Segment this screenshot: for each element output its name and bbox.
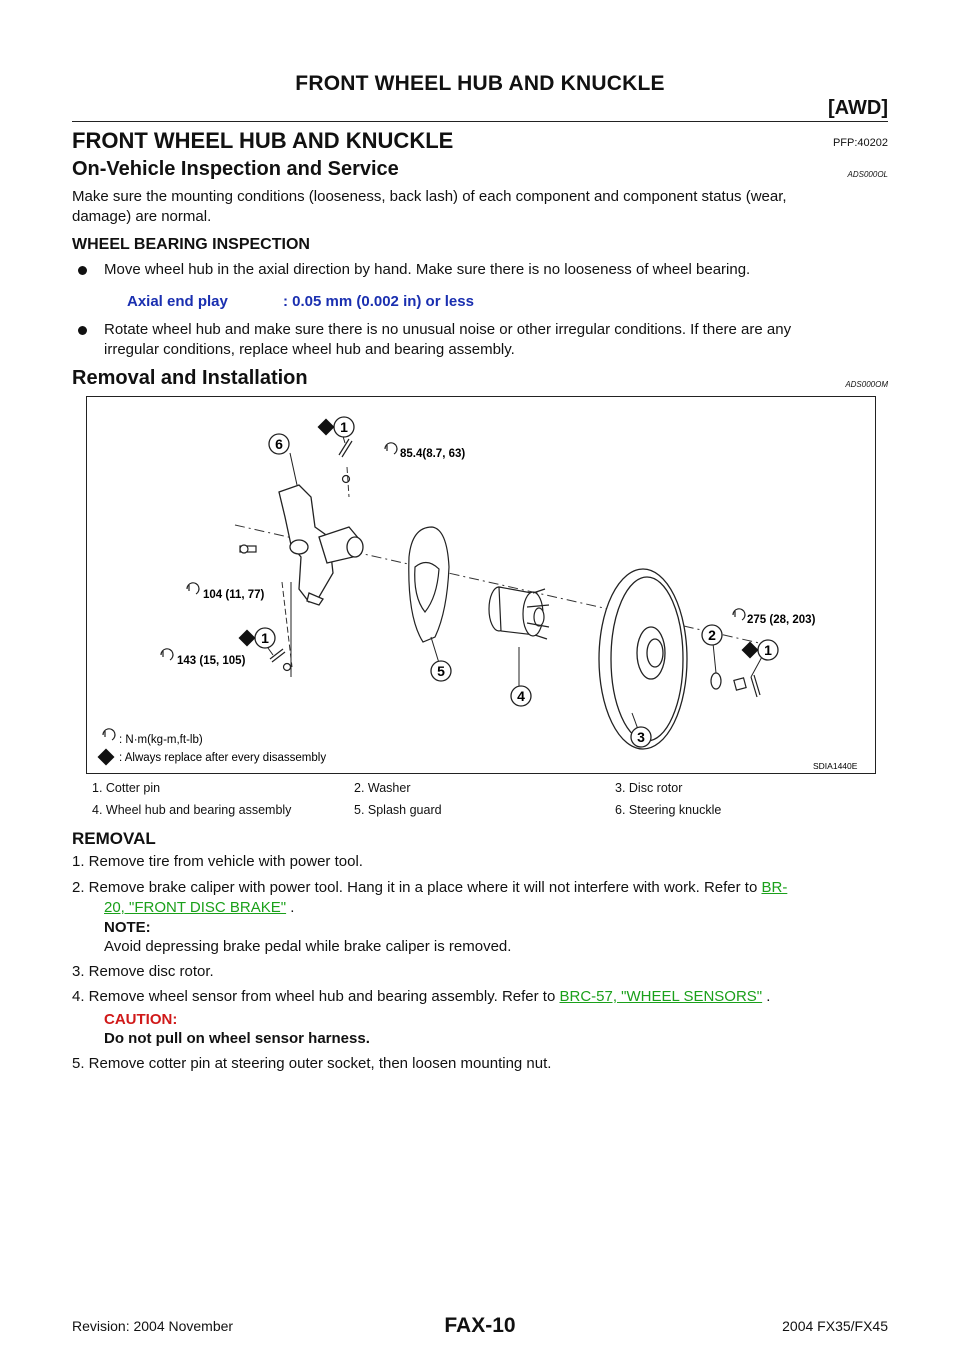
removal-step-4: 4. Remove wheel sensor from wheel hub and bearing assembly. Refer to BRC-57, "WHEEL SENSORS" . xyxy=(72,988,771,1005)
note-text: Avoid depressing brake pedal while brake caliper is removed. xyxy=(104,938,512,955)
inspection-heading: On-Vehicle Inspection and Service xyxy=(72,158,399,180)
cotter-pin-upper-shape xyxy=(339,439,352,483)
section-title: FRONT WHEEL HUB AND KNUCKLE xyxy=(72,128,454,153)
bullet-item-axial: Move wheel hub in the axial direction by hand. Make sure there is no looseness of wheel bearing. xyxy=(104,261,751,278)
legend-item-4: 4. Wheel hub and bearing assembly xyxy=(92,803,292,817)
link-front-disc-brake[interactable]: 20, "FRONT DISC BRAKE" xyxy=(104,899,287,916)
svg-text:1: 1 xyxy=(340,419,348,435)
callout-5 xyxy=(431,661,451,681)
bullet-dot xyxy=(78,266,87,275)
torque-label-275: 275 (28, 203) xyxy=(747,614,816,626)
header-divider xyxy=(72,121,888,122)
legend-item-1: 1. Cotter pin xyxy=(92,781,161,795)
upper-bolt-shape xyxy=(240,545,256,553)
torque-label-104: 104 (11, 77) xyxy=(203,589,265,601)
inspection-ref-code: ADS000OL xyxy=(847,170,888,179)
wheel-bearing-heading: WHEEL BEARING INSPECTION xyxy=(72,236,310,253)
exploded-view-diagram xyxy=(87,397,875,773)
note-label: NOTE: xyxy=(104,919,151,936)
svg-text:1: 1 xyxy=(261,630,269,646)
removal-heading: REMOVAL xyxy=(72,829,156,848)
removal-step-2-cont: 20, "FRONT DISC BRAKE" . xyxy=(104,899,295,916)
footer-page-code: FAX-10 xyxy=(444,1314,516,1337)
replace-key-icon xyxy=(98,749,115,766)
torque-label-upper: 85.4(8.7, 63) xyxy=(400,448,466,460)
wheel-hub-shape xyxy=(489,587,549,639)
callout-1-lower xyxy=(255,628,275,648)
callout-2 xyxy=(702,625,722,645)
callout-6 xyxy=(269,434,289,454)
key-torque-text: : N·m(kg-m,ft-lb) xyxy=(119,734,203,746)
callout-1-top xyxy=(334,417,354,437)
disc-rotor-shape xyxy=(599,569,687,749)
svg-text:3: 3 xyxy=(637,729,645,745)
caution-text: Do not pull on wheel sensor harness. xyxy=(104,1030,370,1047)
pfp-code: PFP:40202 xyxy=(832,137,888,149)
inspection-intro-line2: damage) are normal. xyxy=(72,208,212,225)
callout-4 xyxy=(511,686,531,706)
figure-id: SDIA1440E xyxy=(813,761,858,771)
svg-text:6: 6 xyxy=(275,436,283,452)
splash-guard-shape xyxy=(409,527,449,642)
link-br-20[interactable]: BR- xyxy=(761,879,788,896)
removal-installation-ref-code: ADS000OM xyxy=(845,380,888,389)
legend-item-6: 6. Steering knuckle xyxy=(615,803,722,817)
steering-knuckle-shape xyxy=(279,485,363,605)
removal-installation-heading: Removal and Installation xyxy=(72,367,308,389)
removal-step-3: 3. Remove disc rotor. xyxy=(72,963,214,980)
footer-model: 2004 FX35/FX45 xyxy=(782,1318,888,1334)
running-header-title: FRONT WHEEL HUB AND KNUCKLE xyxy=(295,72,665,95)
legend-item-5: 5. Splash guard xyxy=(354,803,442,817)
callout-1-right xyxy=(758,640,778,660)
spec-label: Axial end play xyxy=(127,293,228,310)
removal-step-1: 1. Remove tire from vehicle with power tool. xyxy=(72,853,363,870)
legend-item-3: 3. Disc rotor xyxy=(615,781,683,795)
running-header-subtitle: [AWD] xyxy=(828,97,888,119)
bullet-item-rotate-line1: Rotate wheel hub and make sure there is no unusual noise or other irregular conditions. If there are any xyxy=(104,321,792,338)
key-replace-text: : Always replace after every disassembly xyxy=(119,752,327,764)
footer-revision: Revision: 2004 November xyxy=(72,1318,234,1334)
bullet-item-rotate-line2: irregular conditions, replace wheel hub and bearing assembly. xyxy=(104,341,515,358)
removal-step-2: 2. Remove brake caliper with power tool. Hang it in a place where it will not interfere with work. Refer to BR- xyxy=(72,879,788,896)
link-brc-57[interactable]: BRC-57, "WHEEL SENSORS" xyxy=(559,988,763,1005)
removal-step-5: 5. Remove cotter pin at steering outer socket, then loosen mounting nut. xyxy=(72,1055,552,1072)
torque-label-143: 143 (15, 105) xyxy=(177,655,246,667)
svg-text:2: 2 xyxy=(708,627,716,643)
callout-3 xyxy=(631,727,651,747)
inspection-intro-line1: Make sure the mounting conditions (looseness, back lash) of each component and component status (wear, xyxy=(72,188,787,205)
caution-label: CAUTION: xyxy=(104,1011,178,1028)
spec-value: : 0.05 mm (0.002 in) or less xyxy=(283,293,474,310)
cotter-pin-lower-shape xyxy=(270,649,291,671)
exploded-view-figure xyxy=(86,396,876,774)
svg-text:4: 4 xyxy=(517,688,525,704)
svg-text:1: 1 xyxy=(764,642,772,658)
bullet-dot xyxy=(78,326,87,335)
svg-text:5: 5 xyxy=(437,663,445,679)
legend-item-2: 2. Washer xyxy=(354,781,411,795)
washer-nut-shape xyxy=(711,673,760,697)
callout-leaders xyxy=(263,433,763,732)
